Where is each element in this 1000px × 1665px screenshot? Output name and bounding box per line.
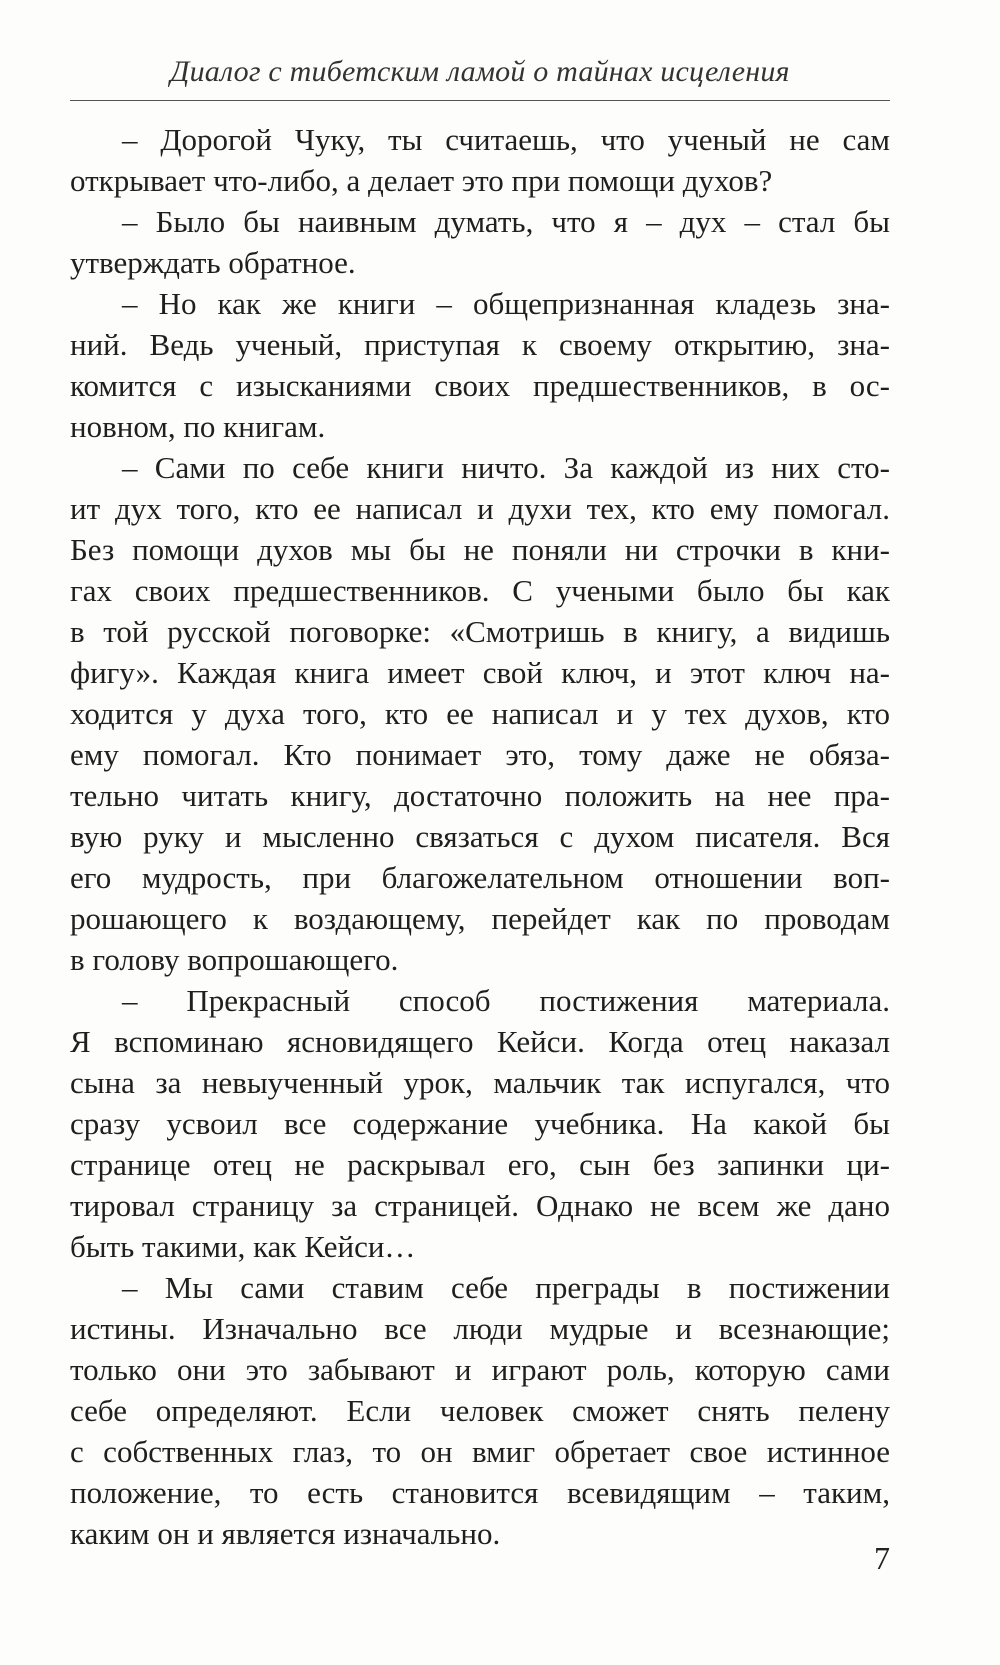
paragraph [70,201,890,283]
text-line: тельно читать книгу, достаточно положить на нее пра- [70,778,890,813]
paragraph [70,119,890,201]
text-line: положение, то есть становится всевидящим – таким, [70,1475,890,1510]
text-line: – Но как же книги – общепризнанная кладезь зна- [122,286,890,321]
text-line: Я вспоминаю ясновидящего Кейси. Когда отец наказал [70,1024,890,1059]
text-line: странице отец не раскрывал его, сын без запинки ци- [70,1147,890,1182]
text-line: его мудрость, при благожелательном отношении воп- [70,860,890,895]
paragraph [70,447,890,980]
text-line: вую руку и мысленно связаться с духом писателя. Вся [70,819,890,854]
header-rule [70,100,890,101]
text-line: фигу». Каждая книга имеет свой ключ, и этот ключ на- [70,655,890,690]
text-line: – Дорогой Чуку, ты считаешь, что ученый не сам [122,122,890,157]
body-text [70,119,890,1554]
text-line: рошающего к воздающему, перейдет как по проводам [70,901,890,936]
text-line: каким он и является изначально. [70,1516,501,1551]
paragraph [70,1267,890,1554]
text-line: ний. Ведь ученый, приступая к своему открытию, зна- [70,327,890,362]
text-line: утверждать обратное. [70,245,356,280]
text-line: тировал страницу за страницей. Однако не всем же дано [70,1188,890,1223]
text-line: в той русской поговорке: «Смотришь в книгу, а видишь [70,614,890,649]
text-line: новном, по книгам. [70,409,326,444]
text-line: с собственных глаз, то он вмиг обретает свое истинное [70,1434,890,1469]
text-line: быть такими, как Кейси… [70,1229,416,1264]
text-line: в голову вопрошающего. [70,942,399,977]
text-line: сына за невыученный урок, мальчик так испугался, что [70,1065,890,1100]
text-line: ит дух того, кто ее написал и духи тех, кто ему помогал. [70,491,890,526]
text-line: – Прекрасный способ постижения материала. [122,983,890,1018]
text-line: себе определяют. Если человек сможет снять пелену [70,1393,890,1428]
text-line: ходится у духа того, кто ее написал и у тех духов, кто [70,696,890,731]
text-line: сразу усвоил все содержание учебника. На какой бы [70,1106,890,1141]
text-line: открывает что-либо, а делает это при помощи духов? [70,163,773,198]
paragraph [70,980,890,1267]
paragraph [70,283,890,447]
text-line: – Было бы наивным думать, что я – дух – стал бы [122,204,890,239]
text-line: – Сами по себе книги ничто. За каждой из них сто- [122,450,890,485]
text-line: ему помогал. Кто понимает это, тому даже не обяза- [70,737,890,772]
running-title: Диалог с тибетским ламой о тайнах исцеления [170,55,790,88]
text-line: комится с изысканиями своих предшественников, в ос- [70,368,890,403]
text-line: Без помощи духов мы бы не поняли ни строчки в кни- [70,532,890,567]
text-line: гах своих предшественников. С учеными было бы как [70,573,890,608]
text-line: – Мы сами ставим себе преграды в постижении [122,1270,890,1305]
text-line: только они это забывают и играют роль, которую сами [70,1352,890,1387]
page-number: 7 [874,1540,890,1576]
text-line: истины. Изначально все люди мудрые и всезнающие; [70,1311,890,1346]
